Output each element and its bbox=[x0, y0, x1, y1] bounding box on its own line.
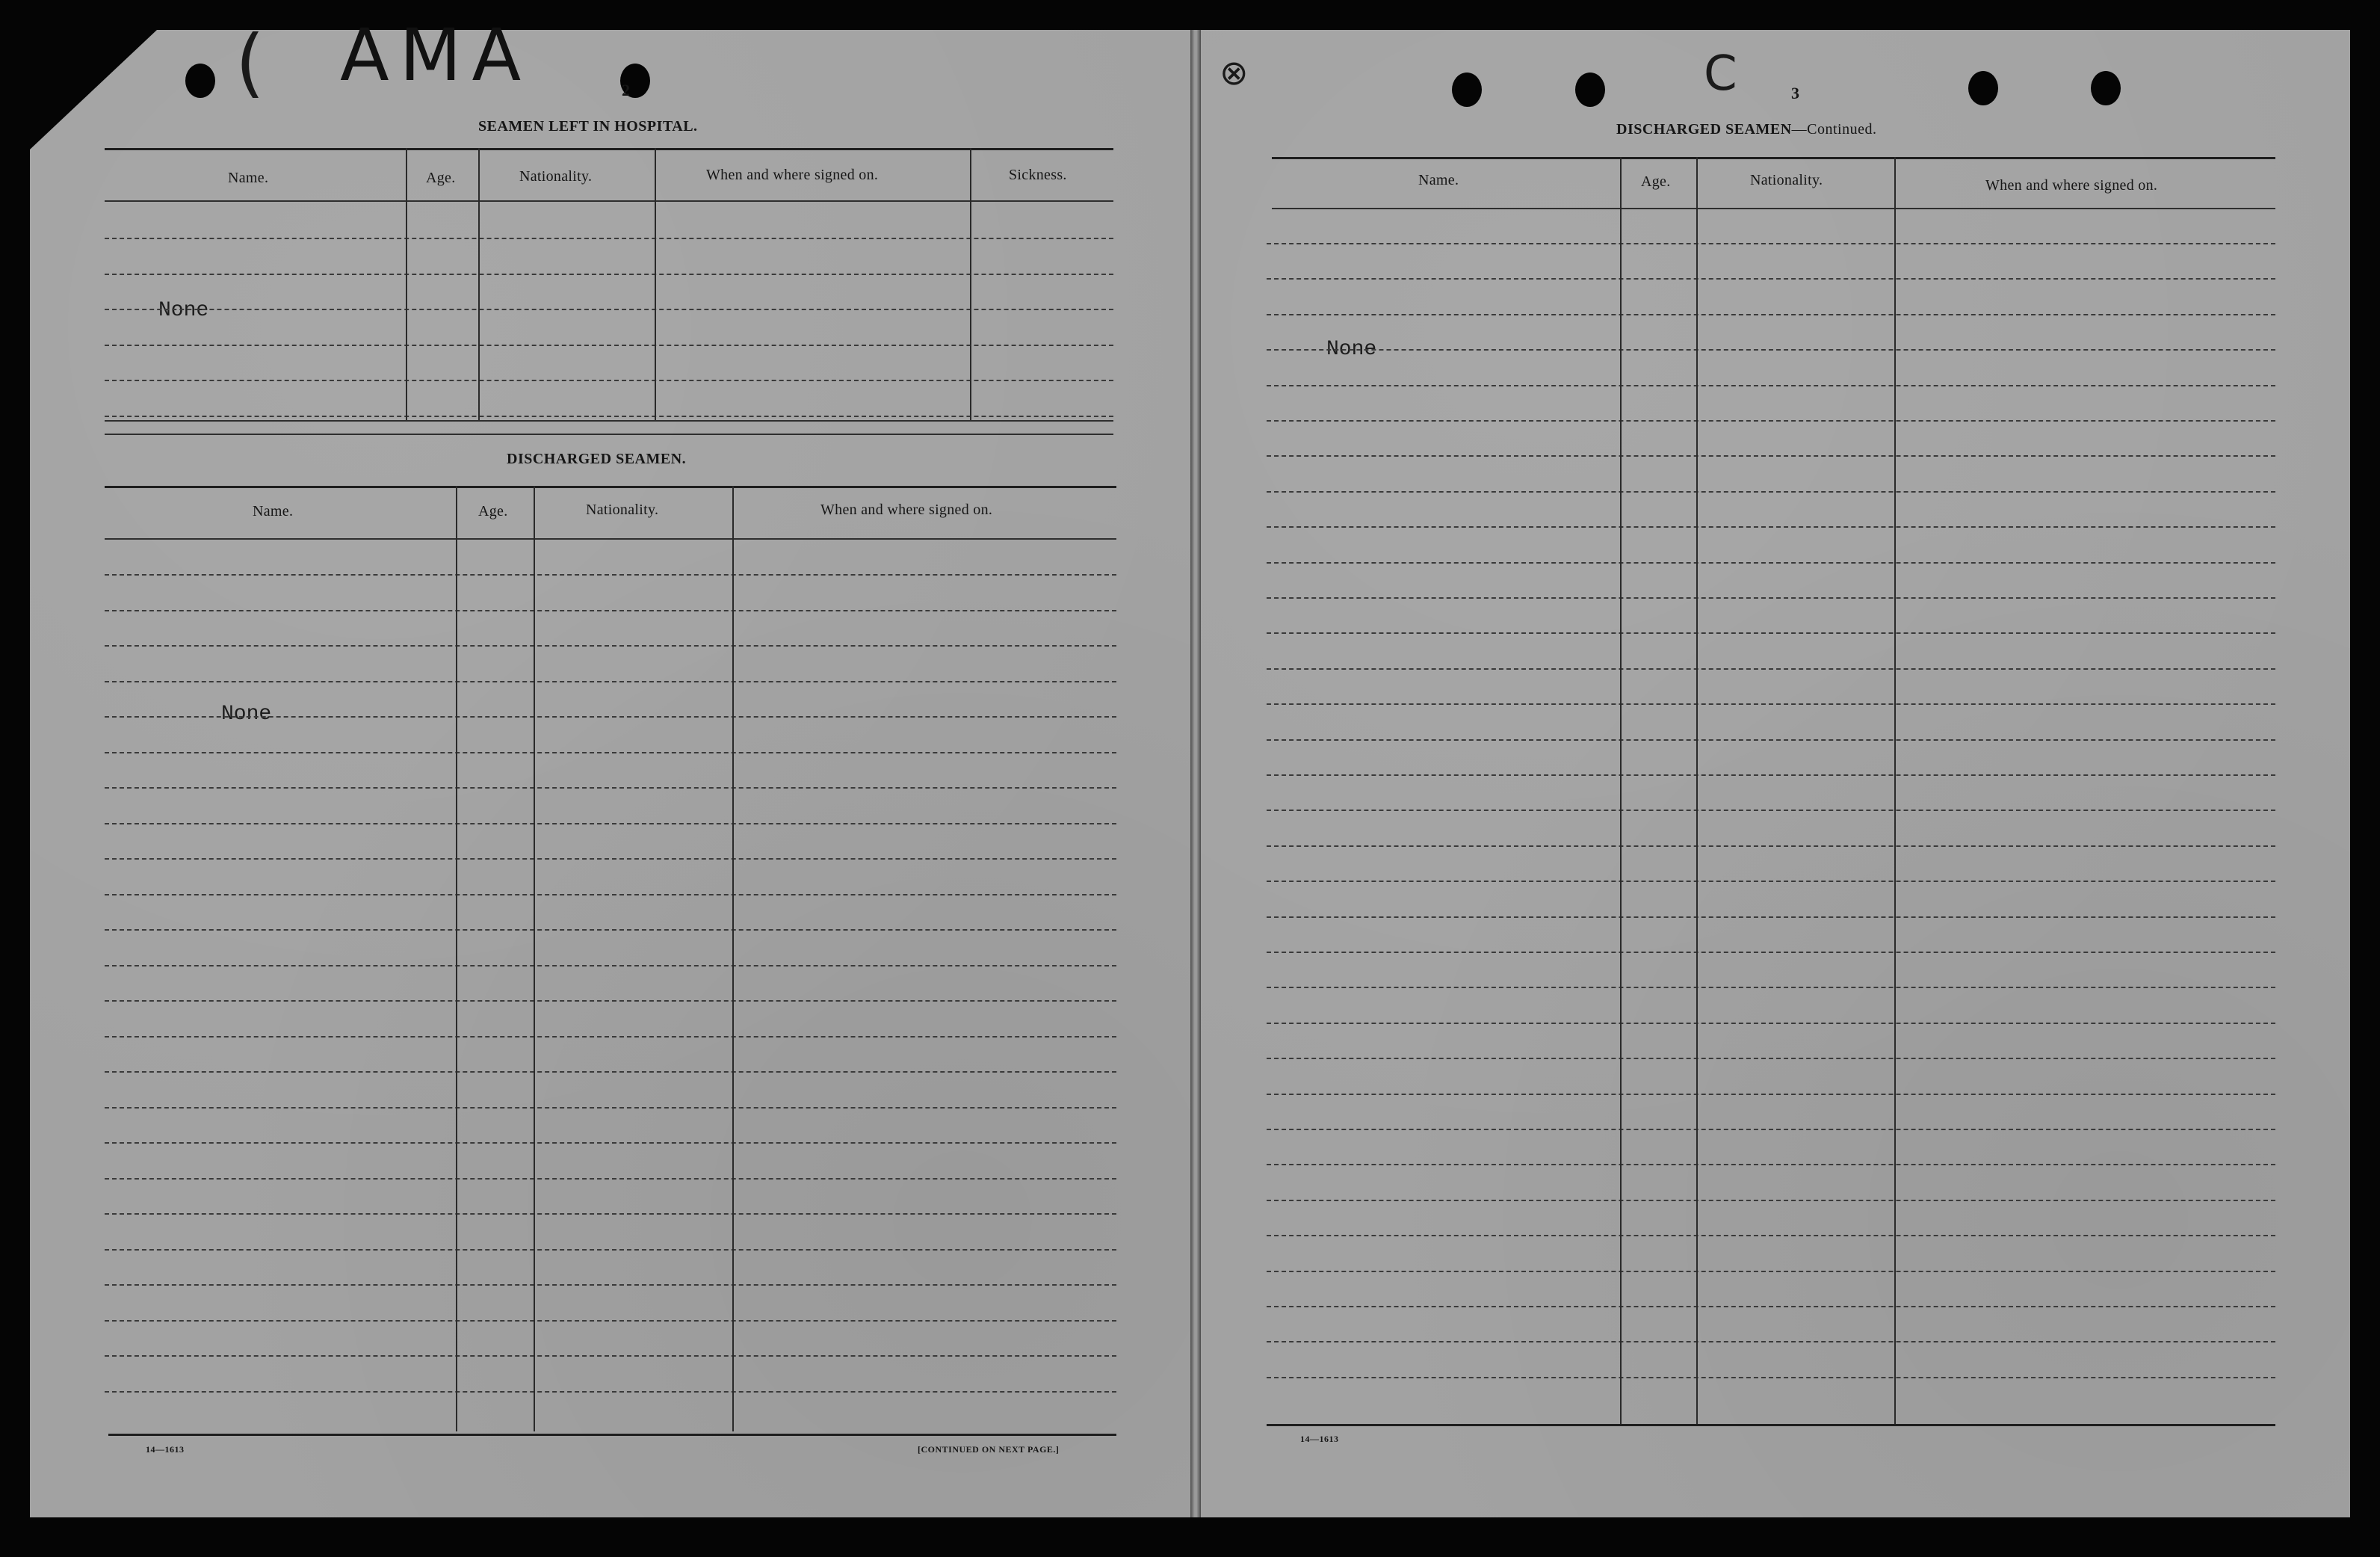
right-page bbox=[1196, 30, 2350, 1517]
title-main: DISCHARGED SEAMEN bbox=[1616, 121, 1792, 138]
table-border bbox=[108, 1434, 1116, 1436]
row-rule bbox=[1267, 1058, 2275, 1059]
row-rule bbox=[1267, 349, 2275, 351]
row-rule bbox=[105, 787, 1116, 789]
column-header-nationality: Nationality. bbox=[1750, 172, 1823, 188]
punch-hole bbox=[1575, 73, 1605, 107]
row-rule bbox=[1267, 385, 2275, 386]
table-border bbox=[105, 148, 1113, 150]
row-rule bbox=[105, 345, 1113, 346]
handwritten-mark: ( bbox=[235, 19, 265, 106]
row-rule bbox=[105, 894, 1116, 895]
row-rule bbox=[105, 416, 1113, 417]
row-rule bbox=[105, 1213, 1116, 1215]
hospital-entry: None bbox=[158, 299, 209, 322]
row-rule bbox=[1267, 987, 2275, 988]
row-rule bbox=[1267, 314, 2275, 315]
punch-hole bbox=[1452, 73, 1482, 107]
column-header-signed-on: When and where signed on. bbox=[820, 502, 993, 518]
table-border bbox=[105, 538, 1116, 540]
column-divider bbox=[1894, 157, 1896, 1424]
row-rule bbox=[105, 1142, 1116, 1144]
row-rule bbox=[1267, 916, 2275, 918]
row-rule bbox=[105, 1355, 1116, 1357]
row-rule bbox=[1267, 1129, 2275, 1130]
handwritten-vessel-name: AMA bbox=[340, 13, 532, 97]
row-rule bbox=[1267, 668, 2275, 670]
table-border bbox=[105, 420, 1113, 422]
column-divider bbox=[732, 486, 734, 1431]
row-rule bbox=[105, 681, 1116, 682]
row-rule bbox=[105, 645, 1116, 647]
row-rule bbox=[105, 1284, 1116, 1286]
row-rule bbox=[1267, 739, 2275, 741]
left-page bbox=[30, 30, 1196, 1517]
page-fold bbox=[1190, 30, 1201, 1517]
row-rule bbox=[105, 1320, 1116, 1322]
title-suffix: —Continued. bbox=[1791, 121, 1877, 138]
table-border bbox=[105, 434, 1113, 435]
row-rule bbox=[105, 965, 1116, 966]
column-header-nationality: Nationality. bbox=[586, 502, 659, 518]
row-rule bbox=[1267, 455, 2275, 457]
row-rule bbox=[105, 610, 1116, 611]
hospital-section-title: SEAMEN LEFT IN HOSPITAL. bbox=[478, 118, 698, 135]
form-number: 14—1613 bbox=[1300, 1434, 1339, 1444]
row-rule bbox=[1267, 703, 2275, 705]
row-rule bbox=[105, 752, 1116, 753]
row-rule bbox=[1267, 1271, 2275, 1272]
column-divider bbox=[1620, 157, 1622, 1424]
column-header-signed-on: When and where signed on. bbox=[706, 167, 879, 183]
discharged-section-title: DISCHARGED SEAMEN. bbox=[507, 451, 687, 467]
row-rule bbox=[1267, 1164, 2275, 1165]
row-rule bbox=[1267, 774, 2275, 776]
row-rule bbox=[1267, 845, 2275, 847]
column-header-name: Name. bbox=[253, 503, 294, 519]
form-number: 14—1613 bbox=[146, 1444, 185, 1455]
column-header-name: Name. bbox=[1418, 172, 1459, 188]
row-rule bbox=[1267, 562, 2275, 564]
row-rule bbox=[1267, 810, 2275, 811]
cross-mark: ⊗ bbox=[1220, 52, 1249, 93]
row-rule bbox=[1267, 632, 2275, 634]
row-rule bbox=[1267, 278, 2275, 280]
table-border bbox=[1272, 157, 2275, 159]
column-header-signed-on: When and where signed on. bbox=[1985, 177, 2158, 194]
table-border bbox=[1267, 1424, 2275, 1426]
row-rule bbox=[1267, 1094, 2275, 1095]
continued-note: [CONTINUED ON NEXT PAGE.] bbox=[918, 1444, 1060, 1455]
column-header-sickness: Sickness. bbox=[1009, 167, 1067, 183]
row-rule bbox=[105, 1000, 1116, 1002]
row-rule bbox=[1267, 1235, 2275, 1236]
discharged-continued-entry: None bbox=[1326, 338, 1377, 361]
row-rule bbox=[1267, 1023, 2275, 1024]
discharged-continued-title bbox=[1616, 121, 1877, 138]
column-divider bbox=[406, 148, 407, 420]
punch-hole bbox=[185, 64, 215, 98]
punch-hole bbox=[1968, 71, 1998, 105]
column-header-nationality: Nationality. bbox=[519, 168, 593, 185]
table-border bbox=[1272, 208, 2275, 209]
handwritten-mark: C bbox=[1704, 46, 1737, 102]
row-rule bbox=[1267, 526, 2275, 528]
column-divider bbox=[1696, 157, 1698, 1424]
row-rule bbox=[1267, 491, 2275, 493]
column-divider bbox=[534, 486, 535, 1431]
row-rule bbox=[105, 823, 1116, 824]
table-border bbox=[105, 200, 1113, 202]
row-rule bbox=[105, 1036, 1116, 1038]
row-rule bbox=[105, 858, 1116, 860]
column-divider bbox=[970, 148, 971, 420]
column-header-name: Name. bbox=[228, 170, 269, 186]
row-rule bbox=[105, 274, 1113, 275]
row-rule bbox=[1267, 243, 2275, 244]
row-rule bbox=[1267, 952, 2275, 953]
row-rule bbox=[105, 929, 1116, 931]
row-rule bbox=[105, 238, 1113, 239]
row-rule bbox=[105, 1391, 1116, 1393]
row-rule bbox=[1267, 1306, 2275, 1307]
column-header-age: Age. bbox=[426, 170, 456, 186]
row-rule bbox=[1267, 881, 2275, 882]
column-divider bbox=[478, 148, 480, 420]
row-rule bbox=[105, 574, 1116, 576]
table-border bbox=[105, 486, 1116, 488]
column-divider bbox=[456, 486, 457, 1431]
row-rule bbox=[105, 309, 1113, 310]
row-rule bbox=[1267, 420, 2275, 422]
column-header-age: Age. bbox=[478, 503, 508, 519]
column-divider bbox=[655, 148, 656, 420]
row-rule bbox=[105, 1071, 1116, 1073]
row-rule bbox=[105, 1249, 1116, 1251]
punch-hole bbox=[2091, 71, 2121, 105]
row-rule bbox=[105, 1107, 1116, 1109]
row-rule bbox=[105, 380, 1113, 381]
discharged-entry: None bbox=[221, 703, 272, 726]
page-number: 3 bbox=[1791, 84, 1799, 102]
row-rule bbox=[105, 1178, 1116, 1180]
column-header-age: Age. bbox=[1641, 173, 1671, 190]
row-rule bbox=[1267, 1200, 2275, 1201]
row-rule bbox=[105, 716, 1116, 718]
row-rule bbox=[1267, 1341, 2275, 1342]
row-rule bbox=[1267, 597, 2275, 599]
page-number: 2 bbox=[622, 81, 630, 99]
row-rule bbox=[1267, 1377, 2275, 1378]
